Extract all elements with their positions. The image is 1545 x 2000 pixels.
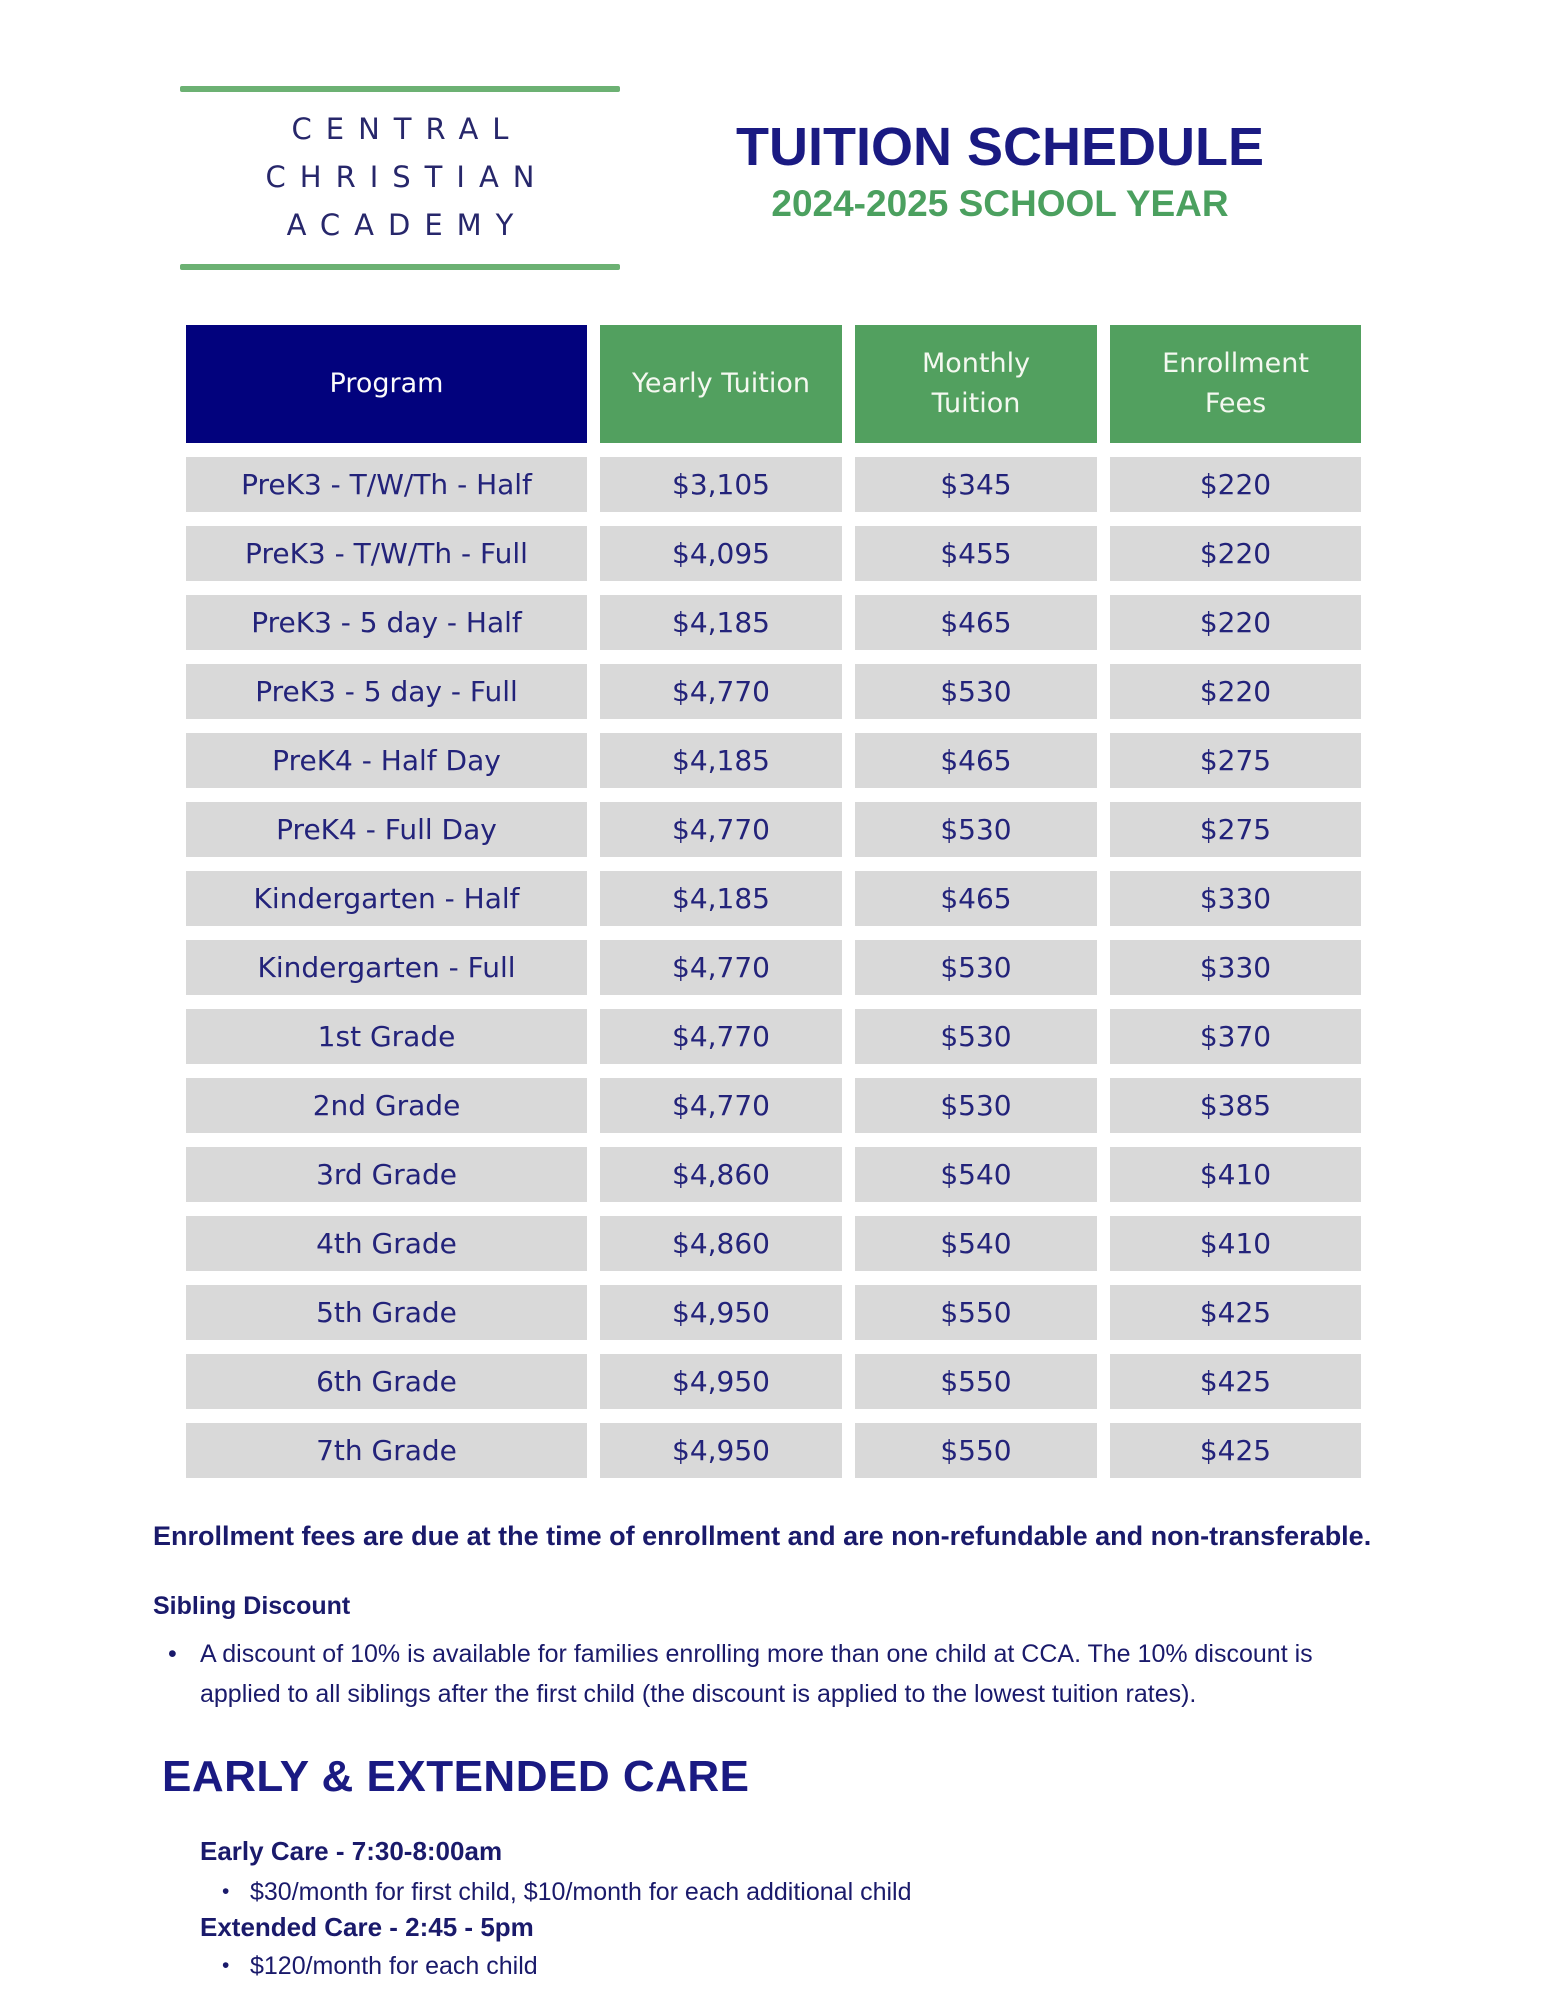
cell-program: 3rd Grade <box>186 1147 587 1202</box>
title-block <box>620 118 1380 225</box>
cell-monthly-tuition: $550 <box>855 1354 1097 1409</box>
logo-bottom-rule <box>180 264 620 270</box>
cell-monthly-tuition: $345 <box>855 457 1097 512</box>
cell-enrollment-fee: $220 <box>1110 595 1361 650</box>
cell-program: PreK3 - T/W/Th - Half <box>186 457 587 512</box>
cell-monthly-tuition: $455 <box>855 526 1097 581</box>
early-care-bullet <box>222 1878 912 1907</box>
cell-yearly-tuition: $4,950 <box>600 1285 842 1340</box>
bullet-icon: • <box>222 1880 230 1903</box>
cell-monthly-tuition: $465 <box>855 733 1097 788</box>
cell-program: 7th Grade <box>186 1423 587 1478</box>
cell-program: 2nd Grade <box>186 1078 587 1133</box>
bullet-icon: • <box>222 1954 230 1977</box>
cell-program: PreK3 - 5 day - Full <box>186 664 587 719</box>
cell-yearly-tuition: $4,770 <box>600 1009 842 1064</box>
cell-yearly-tuition: $3,105 <box>600 457 842 512</box>
page-subtitle: 2024-2025 SCHOOL YEAR <box>771 183 1229 225</box>
cell-program: Kindergarten - Half <box>186 871 587 926</box>
column-header-program: Program <box>186 325 587 443</box>
tuition-table <box>186 325 1361 1478</box>
extended-care-text: $120/month for each child <box>250 1952 538 1980</box>
cell-program: PreK3 - T/W/Th - Full <box>186 526 587 581</box>
cell-yearly-tuition: $4,185 <box>600 871 842 926</box>
sibling-discount-heading: Sibling Discount <box>153 1592 351 1620</box>
cell-yearly-tuition: $4,095 <box>600 526 842 581</box>
cell-program: 6th Grade <box>186 1354 587 1409</box>
cell-enrollment-fee: $385 <box>1110 1078 1361 1133</box>
cell-enrollment-fee: $220 <box>1110 526 1361 581</box>
cell-enrollment-fee: $425 <box>1110 1354 1361 1409</box>
cell-program: PreK4 - Full Day <box>186 802 587 857</box>
page-title: TUITION SCHEDULE <box>735 117 1264 177</box>
cell-monthly-tuition: $465 <box>855 871 1097 926</box>
cell-yearly-tuition: $4,860 <box>600 1216 842 1271</box>
cell-monthly-tuition: $540 <box>855 1147 1097 1202</box>
cell-program: 5th Grade <box>186 1285 587 1340</box>
sibling-discount-bullet <box>168 1634 1393 1714</box>
cell-monthly-tuition: $465 <box>855 595 1097 650</box>
cell-monthly-tuition: $530 <box>855 940 1097 995</box>
cell-yearly-tuition: $4,770 <box>600 802 842 857</box>
extended-care-title: Extended Care - 2:45 - 5pm <box>200 1912 534 1942</box>
early-care-title: Early Care - 7:30-8:00am <box>200 1836 503 1866</box>
care-section-heading: EARLY & EXTENDED CARE <box>162 1752 750 1801</box>
cell-yearly-tuition: $4,770 <box>600 664 842 719</box>
logo-line-christian: CHRISTIAN <box>265 160 549 194</box>
cell-program: PreK4 - Half Day <box>186 733 587 788</box>
cell-yearly-tuition: $4,950 <box>600 1354 842 1409</box>
cell-monthly-tuition: $550 <box>855 1423 1097 1478</box>
column-header-yearly-tuition: Yearly Tuition <box>600 325 842 443</box>
enrollment-fees-note: Enrollment fees are due at the time of enrollment and are non-refundable and non-transferable. <box>153 1521 1372 1551</box>
cell-yearly-tuition: $4,860 <box>600 1147 842 1202</box>
cell-program: PreK3 - 5 day - Half <box>186 595 587 650</box>
cell-monthly-tuition: $540 <box>855 1216 1097 1271</box>
cell-yearly-tuition: $4,950 <box>600 1423 842 1478</box>
cell-enrollment-fee: $370 <box>1110 1009 1361 1064</box>
cell-monthly-tuition: $530 <box>855 802 1097 857</box>
bullet-icon: • <box>168 1640 177 1668</box>
cell-monthly-tuition: $530 <box>855 1078 1097 1133</box>
school-logo <box>180 86 620 270</box>
cell-enrollment-fee: $275 <box>1110 802 1361 857</box>
cell-enrollment-fee: $220 <box>1110 664 1361 719</box>
cell-yearly-tuition: $4,185 <box>600 595 842 650</box>
logo-top-rule <box>180 86 620 92</box>
early-care-text: $30/month for first child, $10/month for each additional child <box>250 1878 912 1906</box>
cell-enrollment-fee: $275 <box>1110 733 1361 788</box>
extended-care-bullet <box>222 1952 538 1981</box>
logo-line-academy: ACADEMY <box>286 208 528 242</box>
column-header-enrollment-fees: Enrollment Fees <box>1110 325 1361 443</box>
cell-yearly-tuition: $4,770 <box>600 1078 842 1133</box>
cell-enrollment-fee: $425 <box>1110 1285 1361 1340</box>
cell-enrollment-fee: $410 <box>1110 1216 1361 1271</box>
cell-enrollment-fee: $330 <box>1110 871 1361 926</box>
column-header-monthly-tuition: Monthly Tuition <box>855 325 1097 443</box>
cell-monthly-tuition: $530 <box>855 1009 1097 1064</box>
sibling-discount-text: A discount of 10% is available for families enrolling more than one child at CCA. The 10% discount is applied to all siblings after the first child (the discount is applied to the lowest tuition rates). <box>200 1640 1313 1708</box>
cell-yearly-tuition: $4,185 <box>600 733 842 788</box>
cell-program: 1st Grade <box>186 1009 587 1064</box>
cell-program: Kindergarten - Full <box>186 940 587 995</box>
cell-monthly-tuition: $550 <box>855 1285 1097 1340</box>
cell-yearly-tuition: $4,770 <box>600 940 842 995</box>
logo-line-central: CENTRAL <box>291 112 523 146</box>
cell-enrollment-fee: $220 <box>1110 457 1361 512</box>
cell-enrollment-fee: $410 <box>1110 1147 1361 1202</box>
cell-enrollment-fee: $330 <box>1110 940 1361 995</box>
cell-program: 4th Grade <box>186 1216 587 1271</box>
cell-enrollment-fee: $425 <box>1110 1423 1361 1478</box>
cell-monthly-tuition: $530 <box>855 664 1097 719</box>
